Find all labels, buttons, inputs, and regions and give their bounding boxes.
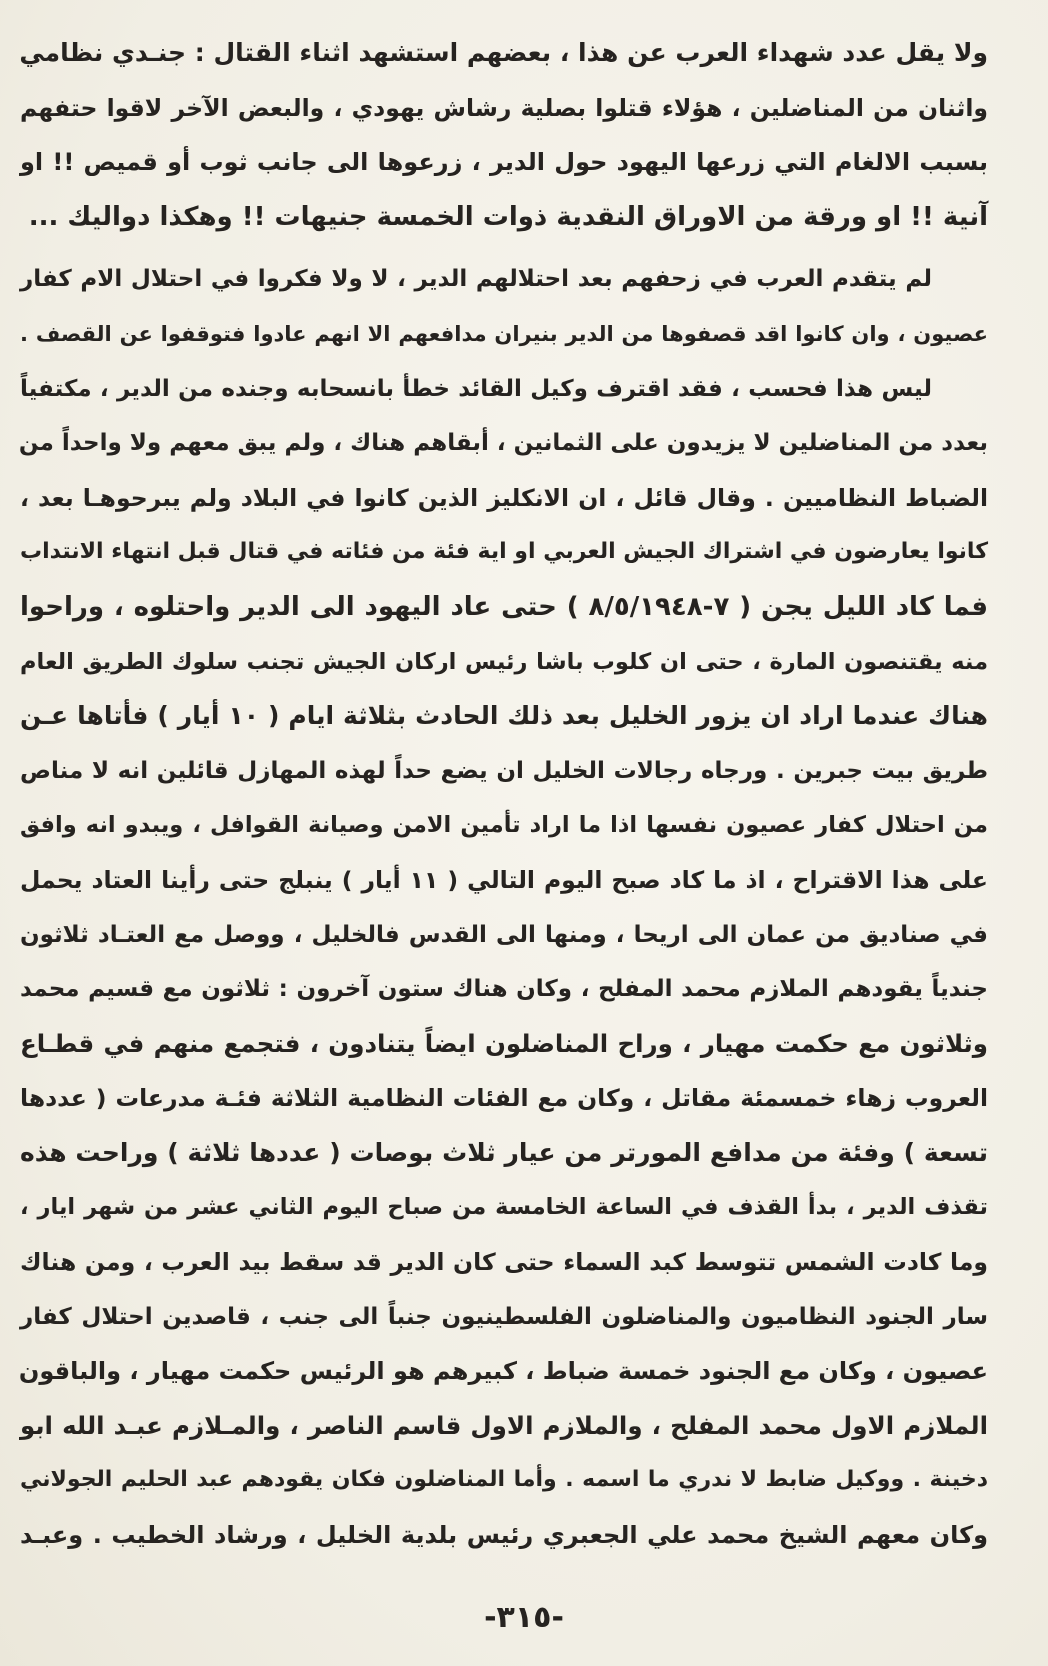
text-line: دخينة . ووكيل ضابط لا ندري ما اسمه . وأما المناضلون فكان يقودهم عبد الحليم الجولاني (20, 1467, 988, 1493)
text-line: الملازم الاول محمد المفلح ، والملازم الاول قاسم الناصر ، والمـلازم عبـد الله ابو (20, 1410, 988, 1440)
text-line: وكان معهم الشيخ محمد علي الجعبري رئيس بلدية الخليل ، ورشاد الخطيب . وعبـد (20, 1521, 988, 1550)
text-line: واثنان من المناضلين ، هؤلاء قتلوا بصلية رشاش يهودي ، والبعض الآخر لاقوا حتفهم (20, 93, 988, 122)
text-line: سار الجنود النظاميون والمناضلون الفلسطينيون جنباً الى جنب ، قاصدين احتلال كفار (20, 1303, 988, 1330)
text-line: على هذا الاقتراح ، اذ ما كاد صبح اليوم التالي ( ١١ أيار ) ينبلج حتى رأينا العتاد يحمل (20, 865, 988, 894)
text-line: بعدد من المناضلين لا يزيدون على الثمانين ، أبقاهم هناك ، ولم يبق معهم ولا واحداً من (18, 430, 988, 457)
text-line-paragraph-start: ليس هذا فحسب ، فقد اقترف وكيل القائد خطأ بانسحابه وجنده من الدير ، مكتفياً (20, 375, 932, 402)
text-line: العروب زهاء خمسمئة مقاتل ، وكان مع الفئات النظامية الثلاثة فئـة مدرعات ( عددها (20, 1084, 988, 1113)
page-number: -٣١٥- (484, 1600, 564, 1635)
text-line: منه يقتنصون المارة ، حتى ان كلوب باشا رئيس اركان الجيش تجنب سلوك الطريق العام (20, 648, 988, 675)
text-line: عصيون ، وكان مع الجنود خمسة ضباط ، كبيرهم هو الرئيس حكمت مهيار ، والباقون (18, 1357, 988, 1386)
text-line: عصيون ، وان كانوا اقد قصفوها من الدير بنيران مدافعهم الا انهم عادوا فتوقفوا عن القصف . (20, 321, 988, 346)
text-line: بسبب الالغام التي زرعها اليهود حول الدير ، زرعوها الى جانب ثوب أو قميص !! او (20, 148, 988, 177)
text-line: وما كادت الشمس تتوسط كبد السماء حتى كان الدير قد سقط بيد العرب ، ومن هناك (20, 1248, 988, 1277)
text-line: في صناديق من عمان الى اريحا ، ومنها الى القدس فالخليل ، ووصل مع العتـاد ثلاثون (20, 921, 988, 948)
text-line: تقذف الدير ، بدأ القذف في الساعة الخامسة من صباح اليوم الثاني عشر من شهر ايار ، (20, 1194, 988, 1221)
text-line: الضباط النظاميين . وقال قائل ، ان الانكليز الذين كانوا في البلاد ولم يبرحوهـا بعد ، (20, 483, 988, 512)
text-line: وثلاثون مع حكمت مهيار ، وراح المناضلون ايضاً يتنادون ، فتجمع منهم في قطـاع (20, 1028, 988, 1058)
text-line: كانوا يعارضون في اشتراك الجيش العربي او اية فئة من فئاته في قتال قبل انتهاء الانتداب (20, 539, 988, 565)
text-line: تسعة ) وفئة من مدافع المورتر من عيار ثلاث بوصات ( عددها ثلاثة ) وراحت هذه (20, 1137, 988, 1167)
text-line: جندياً يقودهم الملازم محمد المفلح ، وكان هناك ستون آخرون : ثلاثون مع قسيم محمد (20, 976, 988, 1003)
text-line: طريق بيت جبرين . ورجاه رجالات الخليل ان يضع حداً لهذه المهازل قائلين انه لا مناص (20, 757, 988, 784)
text-line-paragraph-end: آنية !! او ورقة من الاوراق النقدية ذوات الخمسة جنيهات !! وهكذا دواليك ... (28, 201, 988, 232)
body-text (20, 26, 988, 1563)
text-line: من احتلال كفار عصيون نفسها اذا ما اراد تأمين الامن وصيانة القوافل ، ويبدو انه وافق (20, 812, 988, 839)
text-line: فما كاد الليل يجن ( ٧-٨/٥/١٩٤٨ ) حتى عاد اليهود الى الدير واحتلوه ، وراحوا (20, 591, 988, 622)
text-line: ولا يقل عدد شهداء العرب عن هذا ، بعضهم استشهد اثناء القتال : جنـدي نظامي (19, 38, 988, 67)
text-line-paragraph-start: لم يتقدم العرب في زحفهم بعد احتلالهم الدير ، لا ولا فكروا في احتلال الام كفار (20, 266, 932, 293)
text-line: هناك عندما اراد ان يزور الخليل بعد ذلك الحادث بثلاثة ايام ( ١٠ أيار ) فأتاها عـن (20, 701, 988, 731)
